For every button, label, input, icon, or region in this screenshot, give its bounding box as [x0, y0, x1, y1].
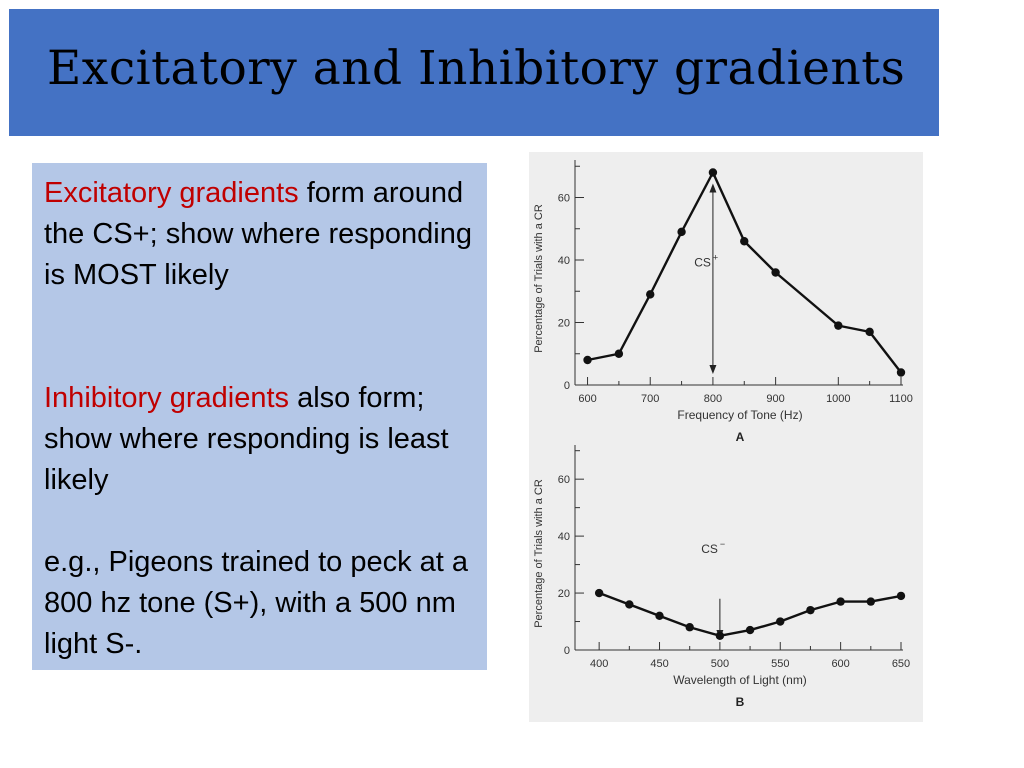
chart-a-x-tick-label: 800	[703, 393, 723, 405]
inhibitory-text: also form; show where responding is least likely	[44, 382, 449, 496]
chart-a-data-point	[865, 328, 873, 336]
chart-b-cs-superscript: −	[719, 539, 726, 550]
chart-b-data-point	[716, 632, 724, 640]
chart-a-y-tick-label: 0	[563, 380, 570, 392]
chart-a-data-point	[897, 368, 905, 376]
chart-b-data-point	[806, 606, 814, 614]
chart-b-x-tick-label: 550	[771, 658, 790, 670]
chart-a-y-axis-label: Percentage of Trials with a CR	[533, 204, 545, 353]
chart-b-y-axis-label: Percentage of Trials with a CR	[533, 479, 545, 628]
excitatory-highlight: Excitatory gradients	[44, 177, 299, 209]
chart-b-panel-label: B	[735, 695, 745, 709]
chart-b-y-tick-label: 40	[557, 531, 570, 544]
slide-title: Excitatory and Inhibitory gradients	[47, 41, 906, 96]
chart-a-x-tick-label: 600	[578, 393, 597, 405]
chart-b-x-axis-label: Wavelength of Light (nm)	[673, 673, 807, 687]
chart-a-data-point	[834, 321, 842, 329]
chart-b-data-point	[595, 589, 603, 597]
chart-b-x-tick-label: 500	[710, 658, 730, 670]
title-bar	[9, 9, 939, 136]
chart-b-x-tick-label: 600	[831, 658, 850, 670]
chart-b-cs-label: CS	[701, 542, 718, 557]
inhibitory-highlight: Inhibitory gradients	[44, 382, 290, 414]
chart-b-data-point	[867, 597, 875, 605]
chart-b-data-point	[655, 612, 663, 620]
chart-a-y-tick-label: 20	[557, 317, 570, 330]
chart-a-x-tick-label: 1000	[826, 393, 851, 405]
chart-a-data-point	[771, 268, 779, 276]
chart-a-x-tick-label: 700	[641, 393, 660, 405]
chart-a-series-line	[588, 173, 901, 373]
chart-a-cs-arrow-head-down	[709, 365, 716, 374]
chart-a-data-point	[709, 168, 717, 176]
chart-figure	[529, 152, 923, 722]
figure-panel	[529, 152, 923, 722]
chart-a-data-point	[615, 350, 623, 358]
chart-a-data-point	[646, 290, 654, 298]
chart-b-data-point	[686, 623, 694, 631]
chart-b-x-tick-label: 450	[650, 658, 669, 670]
text-panel	[32, 163, 487, 670]
chart-a-cs-label: CS	[694, 255, 711, 270]
chart-a-y-tick-label: 40	[557, 255, 570, 267]
chart-b-data-point	[836, 597, 844, 605]
chart-a-data-point	[740, 237, 748, 245]
chart-b-y-tick-label: 0	[563, 645, 570, 657]
chart-b-data-point	[746, 626, 754, 634]
chart-a-x-axis-label: Frequency of Tone (Hz)	[677, 408, 803, 422]
chart-a-x-tick-label: 900	[766, 393, 785, 405]
excitatory-text: form around the CS+; show where responding is MOST likely	[44, 177, 473, 291]
chart-a-data-point	[583, 356, 591, 364]
chart-b-y-tick-label: 20	[557, 588, 570, 601]
chart-b-x-tick-label: 400	[589, 658, 609, 670]
chart-a-data-point	[677, 228, 685, 236]
chart-a-cs-superscript: +	[712, 252, 719, 263]
paragraph-example	[44, 542, 484, 665]
chart-b-y-tick-label: 60	[557, 474, 570, 487]
chart-a-y-tick-label: 60	[557, 192, 570, 205]
chart-b-data-point	[625, 600, 633, 608]
chart-b-data-point	[776, 617, 784, 625]
paragraph-excitatory	[44, 173, 484, 296]
chart-a-panel-label: A	[735, 430, 745, 444]
example-text: e.g., Pigeons trained to peck at a 800 hz tone (S+), with a 500 nm light S-.	[44, 546, 468, 660]
chart-a-cs-arrow-head-up	[709, 184, 716, 193]
chart-b-data-point	[897, 592, 905, 600]
chart-b-x-tick-label: 650	[891, 658, 911, 670]
chart-a-x-tick-label: 1100	[889, 393, 913, 405]
paragraph-inhibitory	[44, 378, 484, 501]
